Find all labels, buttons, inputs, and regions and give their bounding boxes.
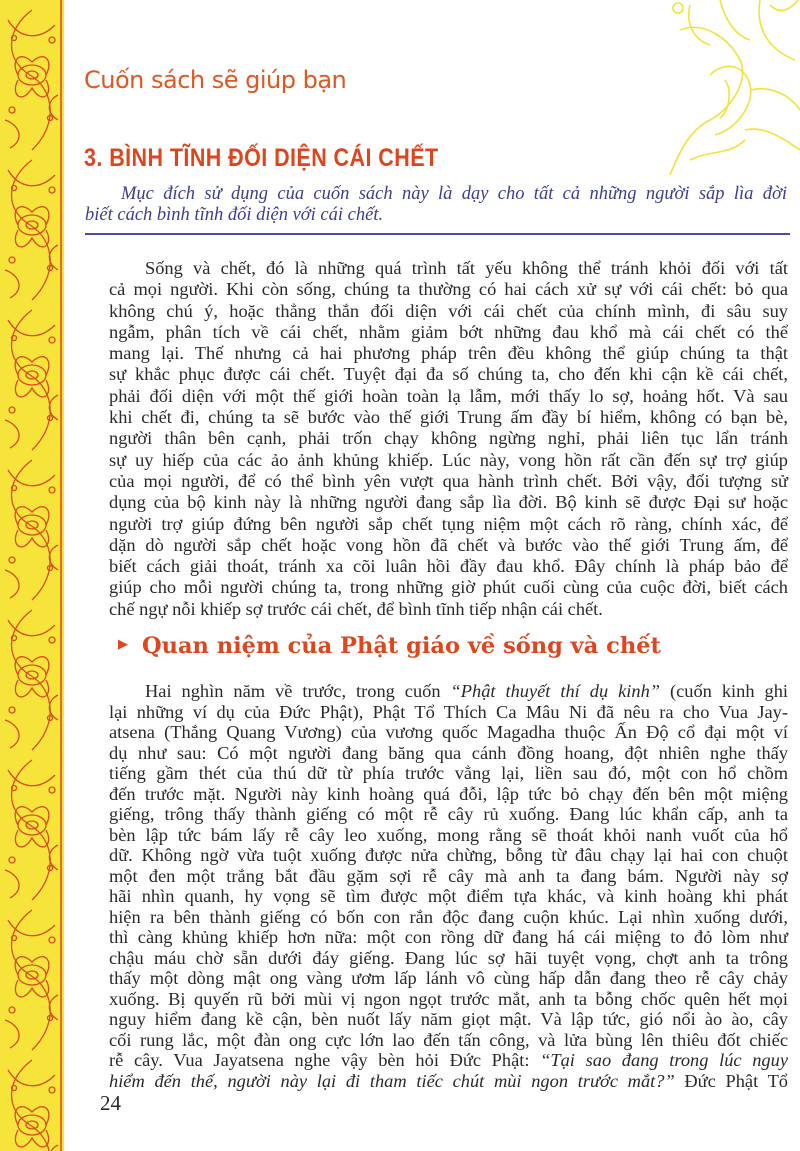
text-segment: Hai nghìn năm về trước, trong cuốn	[145, 681, 451, 701]
italic-quote: “Tại sao đang trong lúc nguy	[540, 1050, 788, 1070]
text-line	[109, 743, 788, 764]
text-line	[109, 407, 788, 428]
text-line	[109, 1050, 788, 1071]
intro-line: biết cách bình tĩnh đối diện với cái chết.	[85, 205, 384, 225]
text-segment: Sống và chết, đó là những quá trình tất yếu không thể tránh khỏi đối với tất	[145, 258, 788, 278]
flower-motif-icon	[5, 310, 58, 450]
text-line	[109, 1030, 788, 1051]
text-line	[109, 556, 788, 577]
text-segment: rễ cây. Vua Jayatsena nghe vậy bèn hỏi Đức Phật:	[109, 1050, 541, 1070]
text-segment: đến trước mặt. Người này kinh hoàng quá đỗi, lập tức bỏ chạy đến bên một miệng	[109, 783, 788, 804]
text-line	[109, 386, 788, 407]
text-line	[109, 428, 788, 449]
intro-line: Mục đích sử dụng của cuốn sách này là dạy cho tất cả những người sắp lìa đời	[121, 184, 787, 204]
text-line	[109, 301, 788, 322]
text-line	[109, 845, 788, 866]
running-title: Cuốn sách sẽ giúp bạn	[84, 66, 347, 94]
text-segment: chế ngự nỗi khiếp sợ trước cái chết, để bình tĩnh tiếp nhận cái chết.	[109, 598, 603, 619]
intro-summary	[85, 184, 787, 226]
text-segment: ngẫm, phân tích về cái chết, nhằm giảm bớt những đau khổ mà cái chết có thể	[109, 321, 788, 342]
text-segment: nguy hiểm đang kề cận, bèn nuốt lấy năm giọt mật. Và lập tức, gió nổi ào ào, cây	[109, 1009, 788, 1029]
text-line	[109, 784, 788, 805]
flower-motif-icon	[5, 1060, 58, 1151]
text-segment: người thân bên cạnh, phải trốn chạy không ngừng nghỉ, phải liên tục lẩn tránh	[109, 428, 788, 449]
text-segment: dụ như sau: Có một người đang băng qua cánh đồng hoang, đột nhiên nghe thấy	[109, 742, 788, 763]
text-segment: (cuốn kinh ghi	[660, 681, 788, 701]
text-line	[109, 450, 788, 471]
text-line	[109, 989, 788, 1010]
flower-motif-icon	[5, 160, 58, 300]
flower-motif-icon	[5, 910, 58, 1050]
text-line	[109, 514, 788, 535]
text-segment: lại những ví dụ của Đức Phật), Phật Tổ Thích Ca Mâu Ni đã nêu ra cho Vua Jay-	[109, 701, 788, 722]
text-line	[109, 763, 788, 784]
text-segment: hiện ra bên thành giếng có bốn con rắn độc đang cuộn khúc. Lại nhìn xuống dưới,	[109, 906, 788, 927]
body-paragraph-2	[109, 681, 788, 1091]
ornamental-border	[0, 0, 64, 1151]
text-segment: sự uy hiếp của các ảo ảnh khủng khiếp. Lúc này, vong hồn rất cần đến sự trợ giúp	[109, 449, 788, 470]
text-line	[109, 577, 788, 598]
section-title: 3. BÌNH TĨNH ĐỐI DIỆN CÁI CHẾT	[84, 144, 439, 172]
text-segment: của mọi người, để có thể bình yên vượt qua hành trình chết. Bởi vậy, đối tượng sử	[109, 470, 788, 491]
flower-motif-icon	[5, 760, 58, 900]
text-line	[109, 968, 788, 989]
text-segment: khi chết đi, chúng ta sẽ bước vào thế giới Trung ấm đầy bí hiểm, không có bạn bè,	[109, 407, 788, 428]
subheading	[118, 633, 661, 659]
text-segment: Đức Phật Tổ	[674, 1070, 788, 1091]
text-line	[109, 886, 788, 907]
text-line	[109, 279, 788, 300]
text-segment: người trợ giúp đứng bên người sắp chết tụng niệm một cách rõ ràng, chính xác, để	[109, 513, 788, 534]
text-segment: bèn lập tức bám lấy rễ cây leo xuống, mong rằng sẽ thoát khỏi nanh vuốt của hổ	[109, 824, 788, 845]
text-segment: sự khắc phục được cái chết. Tuyệt đại đa số chúng ta, cho đến khi cận kề cái chết,	[109, 364, 788, 385]
body-paragraph-1	[109, 258, 788, 620]
text-segment: phải đối diện với một thế giới hoàn toàn lạ lẫm, mới thấy lo sợ, hoảng hốt. Và sau	[109, 385, 788, 406]
text-line	[109, 866, 788, 887]
text-segment: cối rung lắc, một đàn ong cực lớn lao đến tấn công, và lửa bùng lên thiêu đốt chiếc	[109, 1029, 788, 1050]
italic-quote: hiểm đến thế, người này lại đi tham tiếc chút mùi ngon trước mắt?”	[109, 1070, 675, 1091]
text-segment: một đen một trắng bắt đầu gặm sợi rễ cây mà anh ta đang bám. Người này sợ	[109, 865, 788, 886]
text-segment: dữ. Không ngờ vừa tuột xuống được nửa chừng, bỗng từ đâu chạy lại hai con chuột	[109, 845, 788, 865]
text-segment: chậu máu chờ sẵn dưới đáy giếng. Đang lúc sợ hãi tuyệt vọng, chợt anh ta trông	[109, 947, 788, 968]
divider-rule	[85, 233, 790, 235]
text-line	[109, 535, 788, 556]
text-segment: giúp cho mỗi người chúng ta, trong những giờ phút cuối cùng của cuộc đời, biết cách	[109, 577, 788, 598]
italic-quote: “Phật thuyết thí dụ kinh”	[450, 681, 661, 701]
text-line	[109, 804, 788, 825]
text-line	[109, 948, 788, 969]
text-line	[109, 681, 788, 702]
text-line	[109, 258, 788, 279]
text-line	[109, 599, 788, 620]
text-segment: mang lại. Thế nhưng cả hai phương pháp trên đều không thể giúp chúng ta thật	[109, 343, 788, 364]
floral-ornament-icon	[0, 0, 64, 1151]
text-segment: tiếng gầm thét của thú dữ từ phía trước vẳng lại, liền sau đó, một con hổ chồm	[109, 763, 788, 783]
text-line	[109, 927, 788, 948]
triangle-bullet-icon: ▶	[118, 636, 128, 652]
text-line	[109, 907, 788, 928]
text-line	[109, 825, 788, 846]
text-line	[109, 492, 788, 513]
text-segment: giếng, trông thấy thành giếng có một rễ cây rủ xuống. Đang lúc khẩn cấp, anh ta	[109, 804, 788, 824]
text-line	[109, 322, 788, 343]
line-art-illustration	[650, 0, 800, 180]
text-line	[109, 471, 788, 492]
text-segment: hãi nhìn quanh, hy vọng sẽ tìm được một điểm tựa khác, và kinh hoàng khi phát	[109, 886, 788, 906]
flower-motif-icon	[5, 10, 58, 150]
subheading-text: Quan niệm của Phật giáo về sống và chết	[142, 633, 661, 659]
text-line	[109, 722, 788, 743]
text-segment: dụng của bộ kinh này là những người đang sắp lìa đời. Bộ kinh sẽ được Đại sư hoặc	[109, 492, 788, 513]
text-line	[109, 702, 788, 723]
text-line	[109, 1009, 788, 1030]
text-segment: cả mọi người. Khi còn sống, chúng ta thường có hai cách xử sự với cái chết: bỏ qua	[109, 279, 788, 300]
text-segment: atsena (Thắng Quang Vương) của vương quốc Magadha thuộc Ấn Độ cổ đại một ví	[109, 722, 788, 742]
text-segment: dặn dò người sắp chết hoặc vong hồn đã chết và bước vào thế giới Trung ấm, để	[109, 534, 788, 555]
text-line	[109, 343, 788, 364]
text-line	[109, 1071, 788, 1092]
text-line	[109, 364, 788, 385]
flower-motif-icon	[5, 610, 58, 750]
text-segment: không chú ý, hoặc thẳng thắn đối diện với cái chết của chính mình, đi sâu suy	[109, 300, 788, 321]
text-segment: biết cách giải thoát, tránh xa cõi luân hồi đầy đau khổ. Đây chính là pháp bảo để	[109, 556, 788, 577]
text-segment: xuống. Bị quyến rũ bởi mùi vị ngon ngọt trước mắt, anh ta bỗng chốc quên hết mọi	[109, 988, 788, 1009]
page-number: 24	[100, 1091, 121, 1115]
text-segment: thì càng khủng khiếp hơn nữa: một con rồng dữ đang há cái miệng to đỏ lòm như	[109, 927, 788, 947]
text-segment: thấy một dòng mật ong vàng ươm lấp lánh vô cùng hấp dẫn đang theo rễ cây chảy	[109, 968, 788, 988]
flower-motif-icon	[5, 460, 58, 600]
